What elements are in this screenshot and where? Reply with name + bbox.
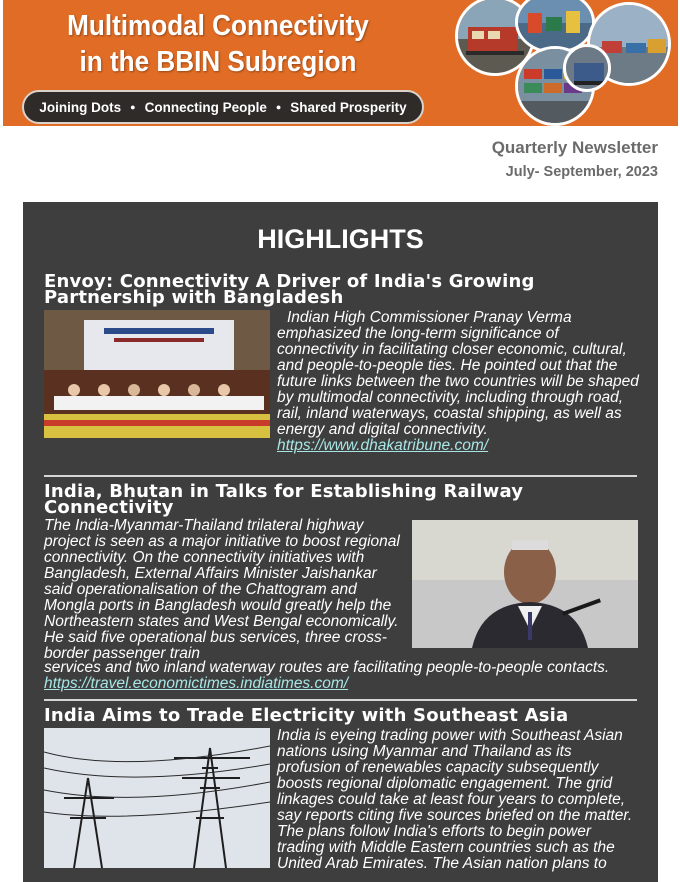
article-1-text: Indian High Commissioner Pranay Verma emphasized the long-term significance of connectivity in facilitating closer economic, cultural, and people-to-people ties. He pointed out that the future links between the two countries will be shaped by multimodal connectivity, including through road, rail, inland waterways, coastal shipping, as well as energy and digital connectivity. bbox=[277, 309, 639, 438]
article-2-text-cont: services and two inland waterway routes are facilitating people-to-people contacts. bbox=[44, 659, 610, 676]
bullet-icon: ● bbox=[275, 102, 282, 112]
article-1-title-line2[interactable]: Partnership with Bangladesh bbox=[44, 287, 344, 308]
article-2-body bbox=[44, 518, 406, 662]
article-3-title[interactable] bbox=[44, 705, 569, 726]
banner-title bbox=[52, 8, 385, 80]
banner-title-line1: Multimodal Connectivity bbox=[67, 10, 369, 42]
banner-title-line2: in the BBIN Subregion bbox=[79, 46, 357, 78]
highlights-panel bbox=[23, 202, 658, 882]
divider bbox=[44, 699, 637, 701]
tagline-pill bbox=[22, 90, 424, 124]
header-banner bbox=[3, 0, 678, 126]
tagline-joining-dots: Joining Dots bbox=[39, 99, 122, 115]
divider bbox=[44, 475, 637, 477]
bullet-icon: ● bbox=[130, 102, 136, 112]
article-2-link[interactable]: https://travel.economictimes.indiatimes.com/ bbox=[44, 675, 349, 692]
article-1-image bbox=[44, 310, 270, 438]
article-3-text: India is eyeing trading power with Southeast Asian nations using Myanmar and Thailand as its profusion of renewables capacity subsequently boosts regional diplomatic engagement. The grid linkages could take at least four years to complete, say reports citing five sources briefed on the matter. The plans follow India's efforts to begin power trading with Middle Eastern countries such as the United Arab Emirates. The Asian nation plans to bbox=[277, 727, 633, 872]
newsletter-period: July- September, 2023 bbox=[505, 164, 658, 180]
article-2-image bbox=[412, 520, 638, 648]
truck-photo bbox=[563, 44, 611, 92]
article-1-link[interactable]: https://www.dhakatribune.com/ bbox=[277, 437, 489, 454]
article-3-title-line1[interactable]: India Aims to Trade Electricity with Southeast Asia bbox=[44, 705, 569, 726]
newsletter-meta bbox=[492, 138, 658, 182]
article-1-title[interactable] bbox=[44, 271, 535, 308]
article-3-body bbox=[277, 728, 639, 872]
article-1-title-line1[interactable]: Envoy: Connectivity A Driver of India's Growing bbox=[44, 271, 535, 292]
article-3-image bbox=[44, 728, 270, 868]
tagline-shared-prosperity: Shared Prosperity bbox=[290, 99, 407, 115]
highlights-heading: HIGHLIGHTS bbox=[257, 224, 424, 254]
article-2-title[interactable] bbox=[44, 481, 524, 518]
article-1-body bbox=[277, 310, 639, 454]
article-2-title-line2[interactable]: Connectivity bbox=[44, 497, 174, 518]
tagline-connecting-people: Connecting People bbox=[144, 99, 267, 115]
article-2-body-cont bbox=[44, 660, 644, 692]
article-2-text: The India-Myanmar-Thailand trilateral highway project is seen as a major initiative to boost regional connectivity. On the connectivity initiatives with Bangladesh, External Affairs Minister Jaishankar said operationalisation of the Chattogram and Mongla ports in Bangladesh would greatly help the Northeastern states and West Bengal economically. He said five operational bus services, three cross-border passenger train bbox=[44, 517, 400, 662]
article-2-title-line1[interactable]: India, Bhutan in Talks for Establishing Railway bbox=[44, 481, 524, 502]
newsletter-type: Quarterly Newsletter bbox=[491, 138, 658, 157]
